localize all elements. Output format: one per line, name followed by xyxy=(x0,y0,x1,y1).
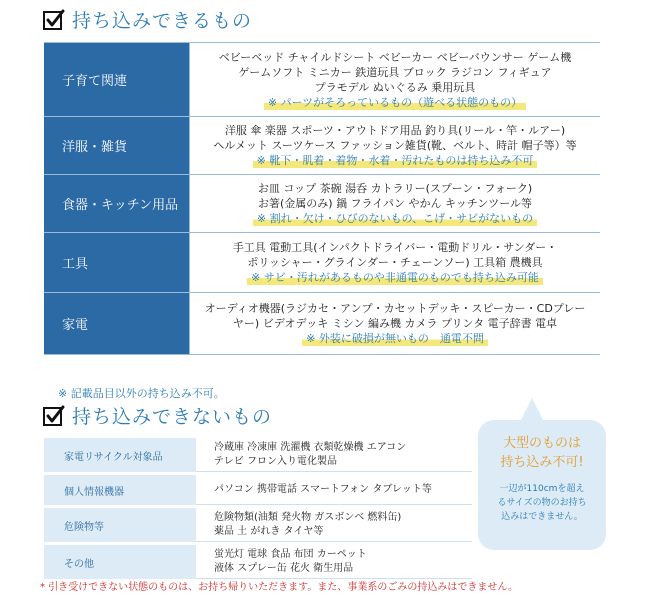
category-label: 個人情報機器 xyxy=(44,475,196,505)
section-title: 持ち込みできないもの xyxy=(72,406,273,428)
allowed-items-table xyxy=(44,42,600,355)
table-row xyxy=(44,175,600,233)
item-line: お箸(金属のみ) 鍋 フライパン やかん キッチンツール等 xyxy=(257,197,533,210)
category-label: 洋服・雑貨 xyxy=(44,117,190,174)
category-label: 家電リサイクル対象品 xyxy=(44,438,196,472)
table-row xyxy=(44,508,472,542)
table-row xyxy=(44,233,600,293)
bubble-text-line: 込みはできません。 xyxy=(501,512,583,522)
item-list xyxy=(196,475,472,505)
item-line: オーディオ機器(ラジカセ・アンプ・カセットデッキ・スピーカー・CDプレー xyxy=(204,302,586,315)
item-list xyxy=(190,117,600,174)
bubble-title-line: 持ち込み不可! xyxy=(500,455,584,470)
item-line: 薬品 土 がれき タイヤ等 xyxy=(214,525,324,537)
size-limit-bubble xyxy=(478,420,606,550)
table-row xyxy=(44,545,472,579)
condition-note: ※ 割れ・欠け・ひびのないもの、こげ・サビがないもの xyxy=(253,211,537,226)
item-line: ゲームソフト ミニカー 鉄道玩具 ブロック ラジコン フィギュア xyxy=(238,65,552,79)
condition-note: ※ 靴下・肌着・着物・水着・汚れたものは持ち込み不可 xyxy=(253,153,538,168)
item-line: ベビーベッド チャイルドシート ベビーカー ベビーバウンサー ゲーム機 xyxy=(218,50,572,64)
item-list xyxy=(190,43,600,116)
category-label: 危険物等 xyxy=(44,508,196,542)
condition-note: ※ 外装に破損が無いもの 通電不問 xyxy=(302,331,488,346)
table-row xyxy=(44,293,600,355)
item-line: パソコン 携帯電話 スマートフォン タブレット等 xyxy=(214,483,432,495)
speech-bubble-tail xyxy=(520,398,544,422)
item-line: 液体 スプレー缶 花火 衛生用品 xyxy=(214,562,354,574)
footnote-other-items: ※ 記載品目以外の持ち込み不可。 xyxy=(58,387,225,400)
table-row xyxy=(44,438,472,472)
item-line: ヤー) ビデオデッキ ミシン 編み機 カメラ プリンタ 電子辞書 電卓 xyxy=(232,317,558,330)
item-line: テレビ フロン入り電化製品 xyxy=(214,455,337,467)
item-list xyxy=(190,175,600,232)
bubble-text-line: 一辺が110cmを超え xyxy=(499,484,585,494)
item-line: ヘルメット スーツケース ファッション雑貨(靴、ベルト、時計 帽子等）等 xyxy=(213,139,577,152)
category-label: 食器・キッチン用品 xyxy=(44,175,190,232)
item-line: 洋服 傘 楽器 スポーツ・アウトドア用品 釣り具(リール・竿・ルアー) xyxy=(224,124,566,137)
category-label: 家電 xyxy=(44,293,190,354)
item-line: お皿 コップ 茶碗 湯呑 カトラリー(スプーン・フォーク) xyxy=(257,182,533,195)
bubble-text-line: るサイズの物のお持ち xyxy=(497,498,587,508)
item-line: 蛍光灯 電球 食品 布団 カーペット xyxy=(214,548,367,560)
bubble-title xyxy=(478,434,606,472)
condition-note: ※ パーツがそろっているもの（遊べる状態のもの） xyxy=(264,95,526,110)
category-label: 子育て関連 xyxy=(44,43,190,116)
bubble-text xyxy=(478,482,606,524)
section-heading-not-allowed xyxy=(42,402,272,429)
item-line: 冷蔵庫 冷凍庫 洗濯機 衣類乾燥機 エアコン xyxy=(214,441,407,453)
item-line: ポリッシャー・グラインダー・チェーンソー) 工具箱 農機具 xyxy=(247,256,543,269)
category-label: 工具 xyxy=(44,233,190,292)
checkbox-checked-icon xyxy=(42,404,66,428)
table-row xyxy=(44,43,600,117)
category-label: その他 xyxy=(44,545,196,579)
item-list xyxy=(196,545,472,579)
item-list xyxy=(190,233,600,292)
bubble-title-line: 大型のものは xyxy=(502,436,581,451)
item-list xyxy=(190,293,600,354)
table-row xyxy=(44,475,472,505)
table-row xyxy=(44,117,600,175)
item-line: プラモデル ぬいぐるみ 乗用玩具 xyxy=(314,80,476,94)
not-allowed-items-table xyxy=(44,438,472,582)
checkbox-checked-icon xyxy=(42,8,66,32)
section-title: 持ち込みできるもの xyxy=(72,10,253,32)
item-line: 手工具 電動工具(インパクトドライバー・電動ドリル・サンダー・ xyxy=(232,241,558,254)
condition-note: ※ サビ・汚れがあるものや非通電のものでも持ち込み可能 xyxy=(247,270,543,285)
item-list xyxy=(196,508,472,542)
section-heading-allowed xyxy=(42,6,252,33)
item-line: 危険物類(油類 発火物 ガスボンベ 燃料缶) xyxy=(214,511,402,523)
item-list xyxy=(196,438,472,472)
bottom-note: * 引き受けできない状態のものは、お持ち帰りいただきます。また、事業系のごみの持込みはできません。 xyxy=(40,582,518,593)
